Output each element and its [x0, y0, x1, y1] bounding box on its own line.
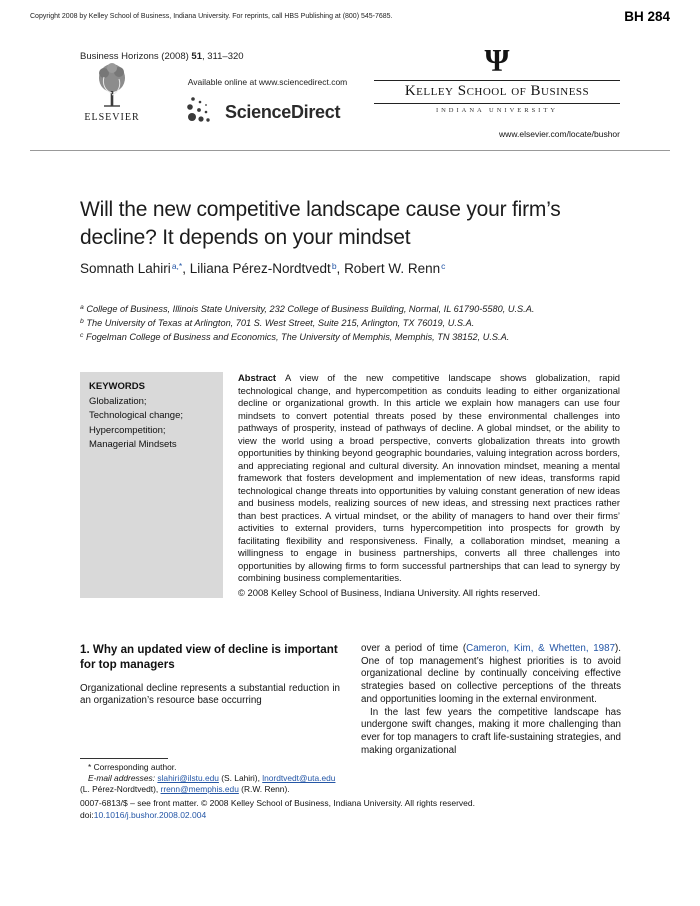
- author-separator: ,: [336, 261, 345, 276]
- author-list: [80, 261, 610, 276]
- affiliation-marker: b: [80, 317, 84, 325]
- journal-homepage-url: www.elsevier.com/locate/bushor: [499, 129, 620, 139]
- corresponding-author-note: * Corresponding author.: [88, 761, 177, 772]
- left-column: [80, 643, 340, 795]
- affiliation: [80, 331, 620, 345]
- abstract-paragraph: [238, 372, 620, 585]
- abstract-label: Abstract: [238, 372, 277, 383]
- keyword: Globalization;: [89, 396, 147, 407]
- issn-line: 0007-6813/$ – see front matter. © 2008 Kelley School of Business, Indiana University. All rights reserved.: [80, 798, 475, 808]
- indiana-university-label: INDIANA UNIVERSITY: [435, 107, 559, 114]
- doi-label: doi:: [80, 810, 94, 821]
- affiliation-text: Fogelman College of Business and Economics, The University of Memphis, Memphis, TN 38152, U.S.A.: [85, 331, 510, 342]
- email-owner: (S. Lahiri),: [218, 772, 263, 783]
- affiliation-text: College of Business, Illinois State University, 232 College of Business Building, Normal, IL 61790-5580, U.S.A.: [86, 304, 535, 314]
- paragraph-text: over a period of time (: [361, 643, 467, 654]
- keyword: Managerial Mindsets: [89, 438, 177, 450]
- article-body: [80, 643, 620, 795]
- right-column: [361, 643, 621, 795]
- sciencedirect-dots-icon: [186, 93, 220, 123]
- footnote-divider: [80, 758, 168, 759]
- email-owner: (R.W. Renn).: [238, 783, 290, 794]
- affiliation-marker: c: [80, 331, 84, 339]
- sciencedirect-logo: [186, 93, 340, 123]
- kelley-school-name: Kelley School of Business: [374, 80, 620, 104]
- page-footer: [80, 797, 620, 822]
- elsevier-tree-icon: [92, 61, 132, 111]
- abstract-text: A view of the new competitive landscape shows globalization, rapid technological change, and hypercompetition as conduits leading to either organizational decline or organizational growth. In this article we explain how managers can use four mindsets to convert potential threats posed by these environmental challenges into pathways of prosperity, instead of pathways of decline. A global mindset, or the ability to view the world using a broad perspective, converts globalization threats into growth opportunities by thinking beyond geographic boundaries, valuing integration across borders, and appreciating regional and cultural diversity. An innovation mindset, meaning a mental framework that fosters development and implementation of new ideas, transforms rapid technological change threats into opportunities by valuing constant generation of new ideas and business models, realizing sources of new ideas, and stressing next practices rather than best practices. A virtual mindset, or the ability of managers to hand over their firms’ activities to external providers, turns hypercompetition into prospects for growth by facilitating flexibility and responsiveness. Finally, a collaboration mindset, meaning a willingness to engage in business partnerships, converts all three challenges into opportunities by allowing firms to form successful partnerships that can lead to synergy by combining business complementarities.: [238, 372, 620, 583]
- affiliation: [80, 317, 620, 331]
- affiliation-ref: b: [331, 260, 337, 271]
- journal-name-year: Business Horizons (2008): [80, 51, 192, 62]
- keyword: Hypercompetition;: [89, 424, 166, 436]
- affiliation-ref: a,*: [171, 260, 183, 271]
- author-name: Liliana Pérez-Nordtvedt: [189, 261, 331, 276]
- header-divider: [30, 150, 670, 151]
- journal-pages: , 311–320: [202, 51, 244, 62]
- affiliation-ref: c: [441, 260, 446, 271]
- available-online-note: Available online at www.sciencedirect.com: [187, 77, 348, 87]
- author-name: Somnath Lahiri: [80, 261, 171, 276]
- abstract-section: [80, 372, 620, 598]
- author-separator: ,: [182, 261, 190, 276]
- email-link[interactable]: slahiri@ilstu.edu: [157, 772, 219, 783]
- footnote-block: [80, 758, 340, 795]
- journal-volume: 51: [191, 51, 202, 62]
- abstract-copyright: © 2008 Kelley School of Business, Indiana University. All rights reserved.: [238, 586, 541, 598]
- email-link[interactable]: lnordtvedt@uta.edu: [262, 772, 336, 783]
- keywords-heading: KEYWORDS: [89, 381, 145, 392]
- body-paragraph: In the last few years the competitive landscape has undergone swift changes, making it more challenging than ever for top managers to craft life-sustaining strategies, and making organizational: [361, 706, 621, 756]
- article-title: Will the new competitive landscape cause your firm’s decline? It depends on your mindset: [80, 198, 561, 249]
- affiliation-text: The University of Texas at Arlington, 701 S. West Street, Suite 215, Arlington, TX 76019, U.S.A.: [86, 317, 475, 328]
- iu-trident-icon: Ψ: [484, 42, 510, 78]
- author-name: Robert W. Renn: [344, 261, 441, 276]
- keyword: Technological change;: [89, 410, 184, 422]
- manuscript-number: BH 284: [624, 9, 670, 24]
- affiliation-list: [80, 303, 620, 344]
- body-paragraph: [361, 643, 621, 707]
- kelley-school-logo: [374, 44, 620, 114]
- sciencedirect-wordmark: ScienceDirect: [225, 102, 341, 122]
- elsevier-wordmark: ELSEVIER: [84, 112, 140, 123]
- body-paragraph: Organizational decline represents a substantial reduction in an organization’s resource base occurring: [80, 682, 340, 707]
- email-owner: (L. Pérez-Nordtvedt),: [80, 783, 161, 794]
- email-addresses-note: [80, 773, 340, 795]
- reprint-copyright-note: Copyright 2008 by Kelley School of Business, Indiana University. For reprints, call HBS Publishing at (800) 545-7685.: [30, 13, 393, 20]
- abstract: [238, 372, 620, 598]
- paragraph-text: ). One of top management’s highest priorities is to avoid organizational decline by continually conceiving effective strategies based on collective perceptions of the threats and opportunities looming in the external environment.: [361, 643, 622, 705]
- top-strip: [30, 9, 670, 24]
- citation-link[interactable]: Cameron, Kim, & Whetten, 1987: [466, 643, 616, 654]
- email-label: E-mail addresses:: [88, 772, 158, 783]
- email-link[interactable]: rrenn@memphis.edu: [160, 783, 239, 794]
- affiliation-marker: a: [80, 304, 84, 311]
- doi-line: [80, 809, 620, 821]
- doi-link[interactable]: 10.1016/j.bushor.2008.02.004: [93, 810, 207, 821]
- affiliation: [80, 303, 620, 317]
- elsevier-logo: [80, 61, 144, 123]
- keywords-box: [80, 372, 223, 598]
- section-1-heading: 1. Why an updated view of decline is important for top managers: [80, 643, 338, 671]
